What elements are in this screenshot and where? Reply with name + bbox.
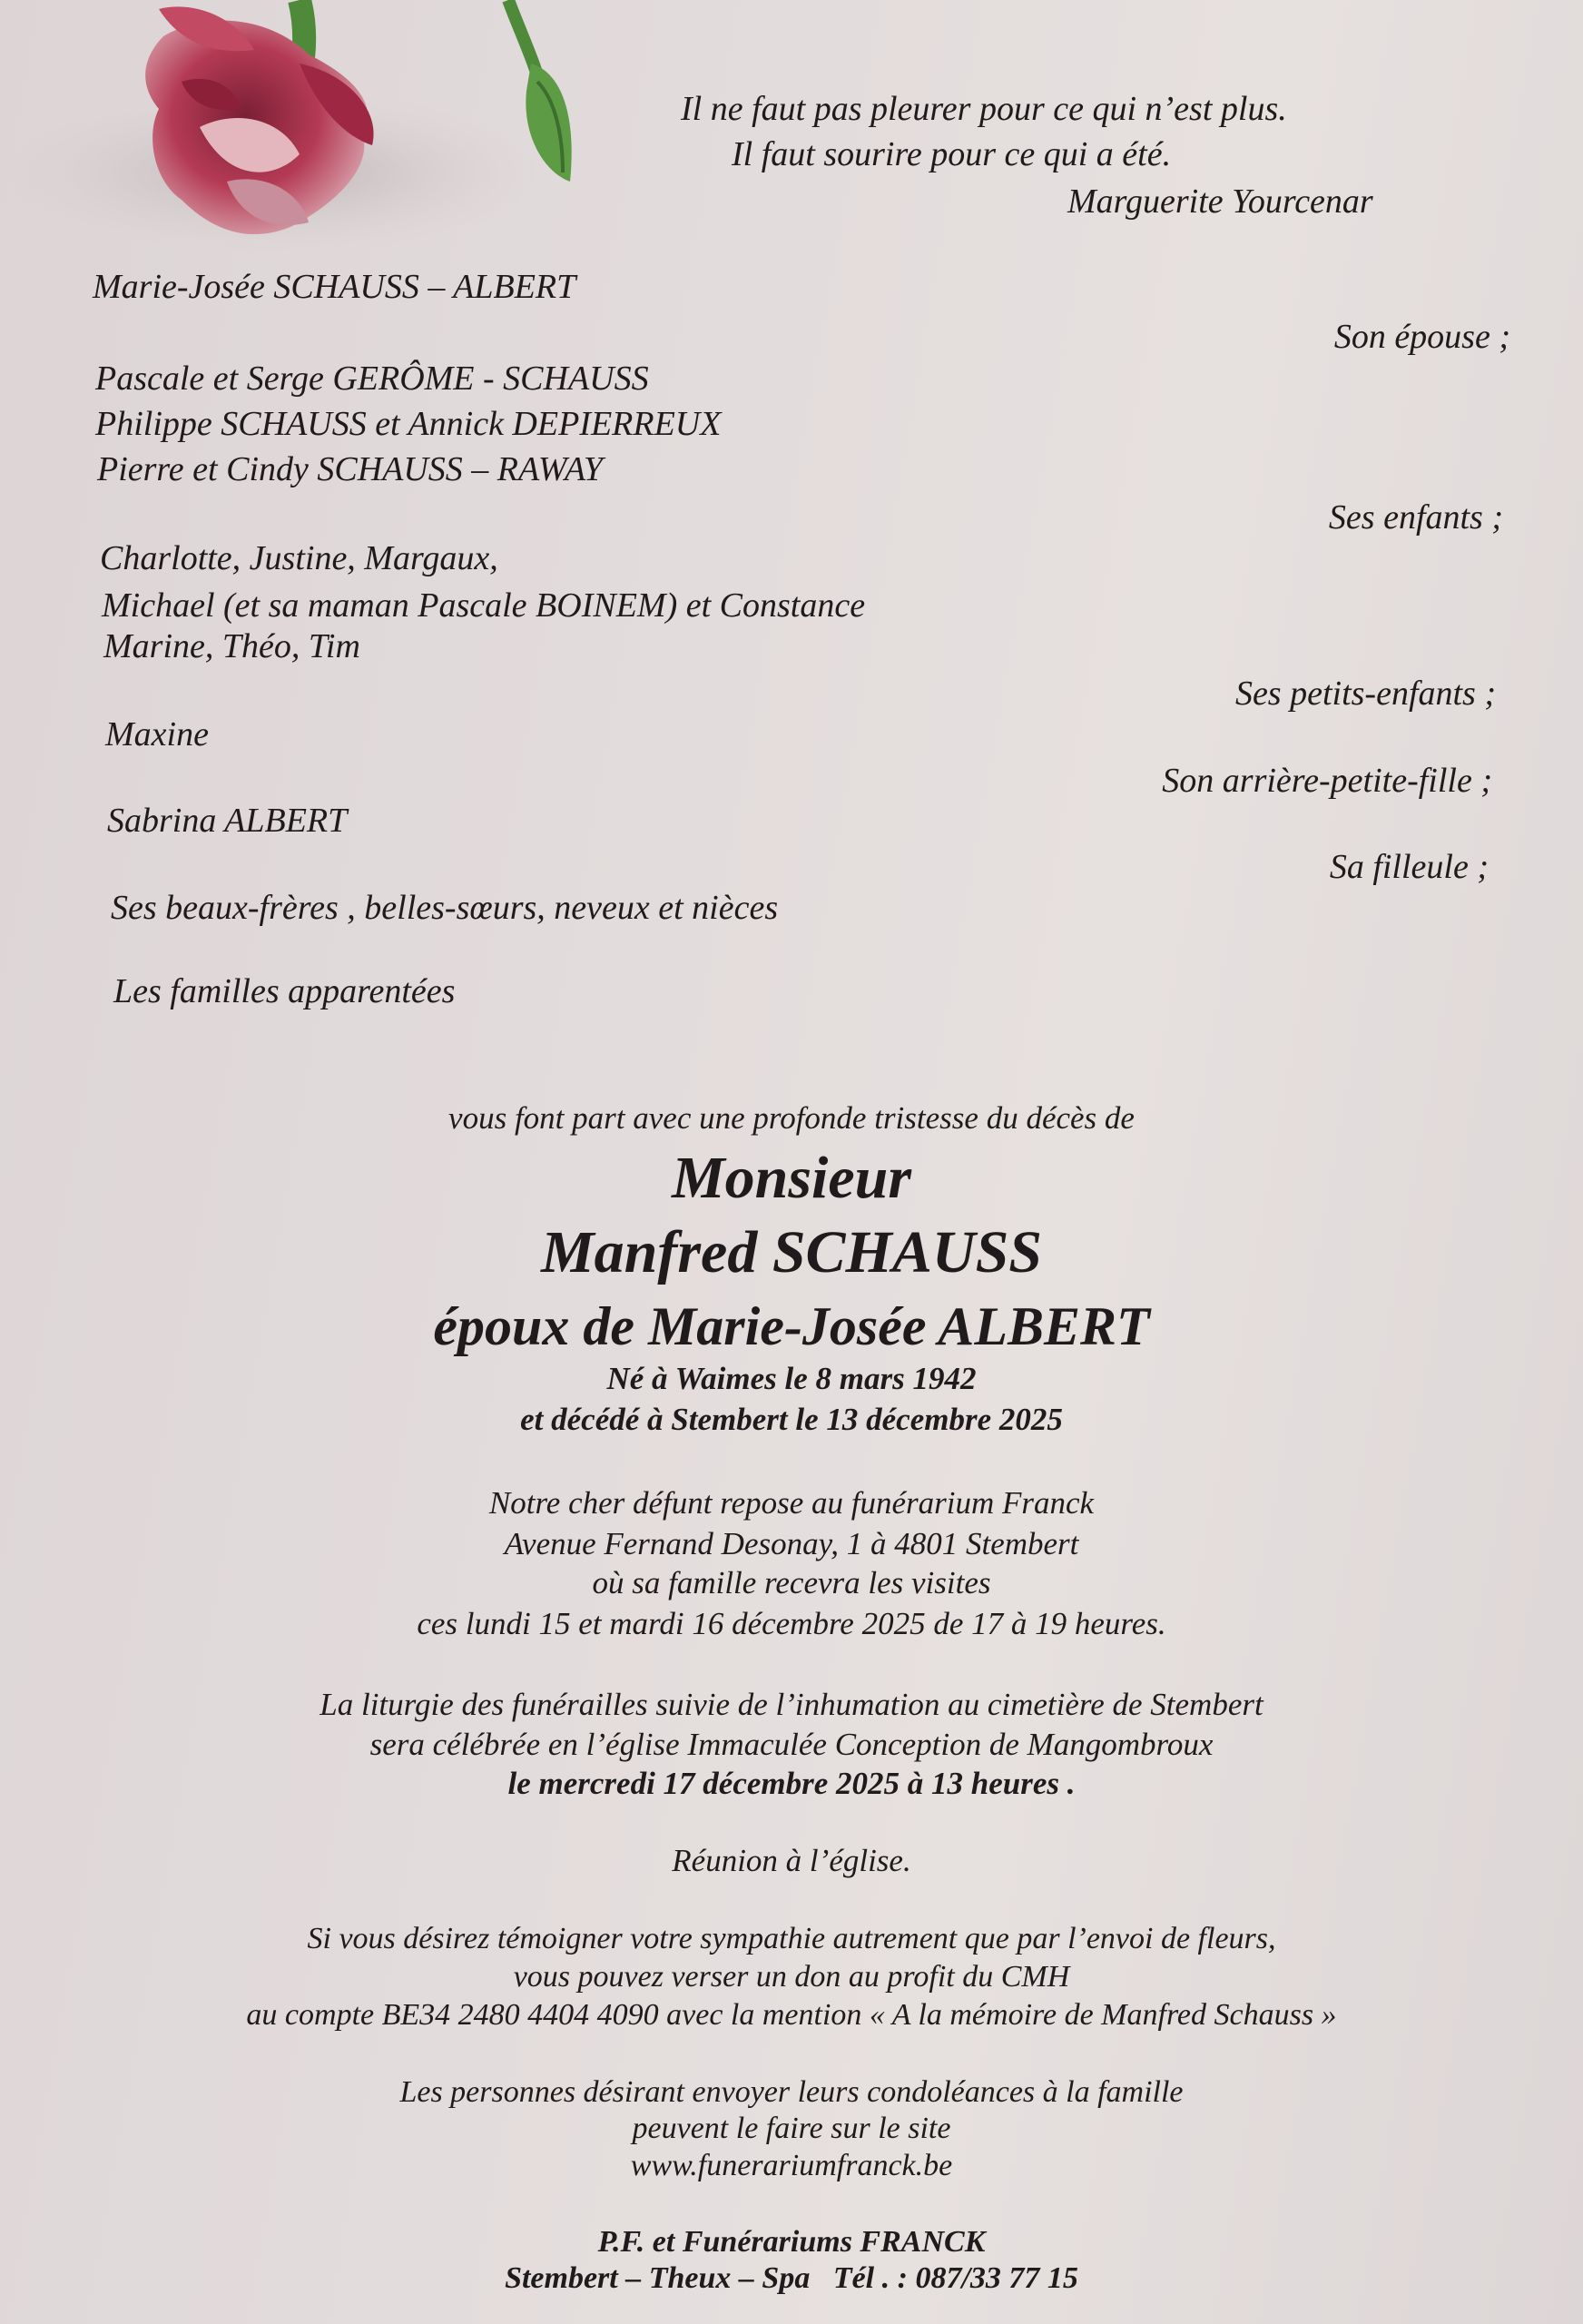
birth-info: Né à Waimes le 8 mars 1942 <box>606 1361 977 1396</box>
related-families: Les familles apparentées <box>113 972 456 1010</box>
donation-line: vous pouvez verser un don au profit du CMH <box>513 1960 1070 1994</box>
child-name: Pascale et Serge GERÔME - SCHAUSS <box>95 359 649 398</box>
goddaughter-relation: Sa filleule ; <box>1329 848 1489 886</box>
deceased-title: Monsieur <box>671 1145 912 1211</box>
liturgy-line-2: sera célébrée en l’église Immaculée Conception de Mangombroux <box>369 1727 1214 1762</box>
liturgy-date: le mercredi 17 décembre 2025 à 13 heures . <box>507 1766 1076 1801</box>
funeral-home-name: P.F. et Funérariums FRANCK <box>597 2225 986 2259</box>
visitation-line: Notre cher défunt repose au funérarium Franck <box>488 1485 1095 1521</box>
condolences-line: peuvent le faire sur le site <box>632 2112 951 2145</box>
visitation-line: Avenue Fernand Desonay, 1 à 4801 Stembert <box>504 1526 1079 1561</box>
condolences-website: www.funerariumfranck.be <box>630 2149 953 2182</box>
grandchildren-names: Michael (et sa maman Pascale BOINEM) et Constance <box>102 586 866 625</box>
spouse-relation: Son épouse ; <box>1333 318 1510 356</box>
quote-line-1: Il ne faut pas pleurer pour ce qui n’est plus. <box>681 90 1287 128</box>
great-grandchild-name: Maxine <box>105 715 209 753</box>
child-name: Pierre et Cindy SCHAUSS – RAWAY <box>97 450 604 488</box>
grandchildren-relation: Ses petits-enfants ; <box>1234 675 1496 713</box>
quote-author: Marguerite Yourcenar <box>1067 182 1373 221</box>
child-name: Philippe SCHAUSS et Annick DEPIERREUX <box>95 405 722 443</box>
great-grandchild-relation: Son arrière-petite-fille ; <box>1162 762 1492 800</box>
spouse-name: Marie-Josée SCHAUSS – ALBERT <box>93 268 576 306</box>
carnation-flower-image <box>0 0 617 272</box>
visitation-line: où sa famille recevra les visites <box>592 1565 991 1600</box>
donation-line: au compte BE34 2480 4404 4090 avec la mention « A la mémoire de Manfred Schauss » <box>246 1998 1337 2032</box>
announcement-text: vous font part avec une profonde tristesse du décès de <box>448 1100 1135 1136</box>
death-info: et décédé à Stembert le 13 décembre 2025 <box>520 1402 1063 1437</box>
children-relation: Ses enfants ; <box>1328 498 1503 537</box>
extended-family: Ses beaux-frères , belles-sœurs, neveux et nièces <box>111 889 779 927</box>
meeting-text: Réunion à l’église. <box>672 1843 911 1878</box>
grandchildren-names: Charlotte, Justine, Margaux, <box>100 539 498 577</box>
condolences-line: Les personnes désirant envoyer leurs condoléances à la famille <box>399 2075 1184 2109</box>
donation-line: Si vous désirez témoigner votre sympathie autrement que par l’envoi de fleurs, <box>307 1922 1276 1955</box>
funeral-home-locations: Stembert – Theux – Spa Tél . : 087/33 77 15 <box>505 2261 1078 2295</box>
grandchildren-names: Marine, Théo, Tim <box>103 627 360 665</box>
goddaughter-name: Sabrina ALBERT <box>107 802 348 840</box>
visitation-line: ces lundi 15 et mardi 16 décembre 2025 de 17 à 19 heures. <box>417 1606 1166 1641</box>
quote-line-2: Il faut sourire pour ce qui a été. <box>732 135 1172 173</box>
deceased-spouse: époux de Marie-Josée ALBERT <box>433 1296 1150 1356</box>
deceased-name: Manfred SCHAUSS <box>540 1219 1042 1285</box>
liturgy-line-1: La liturgie des funérailles suivie de l’inhumation au cimetière de Stembert <box>320 1687 1263 1722</box>
